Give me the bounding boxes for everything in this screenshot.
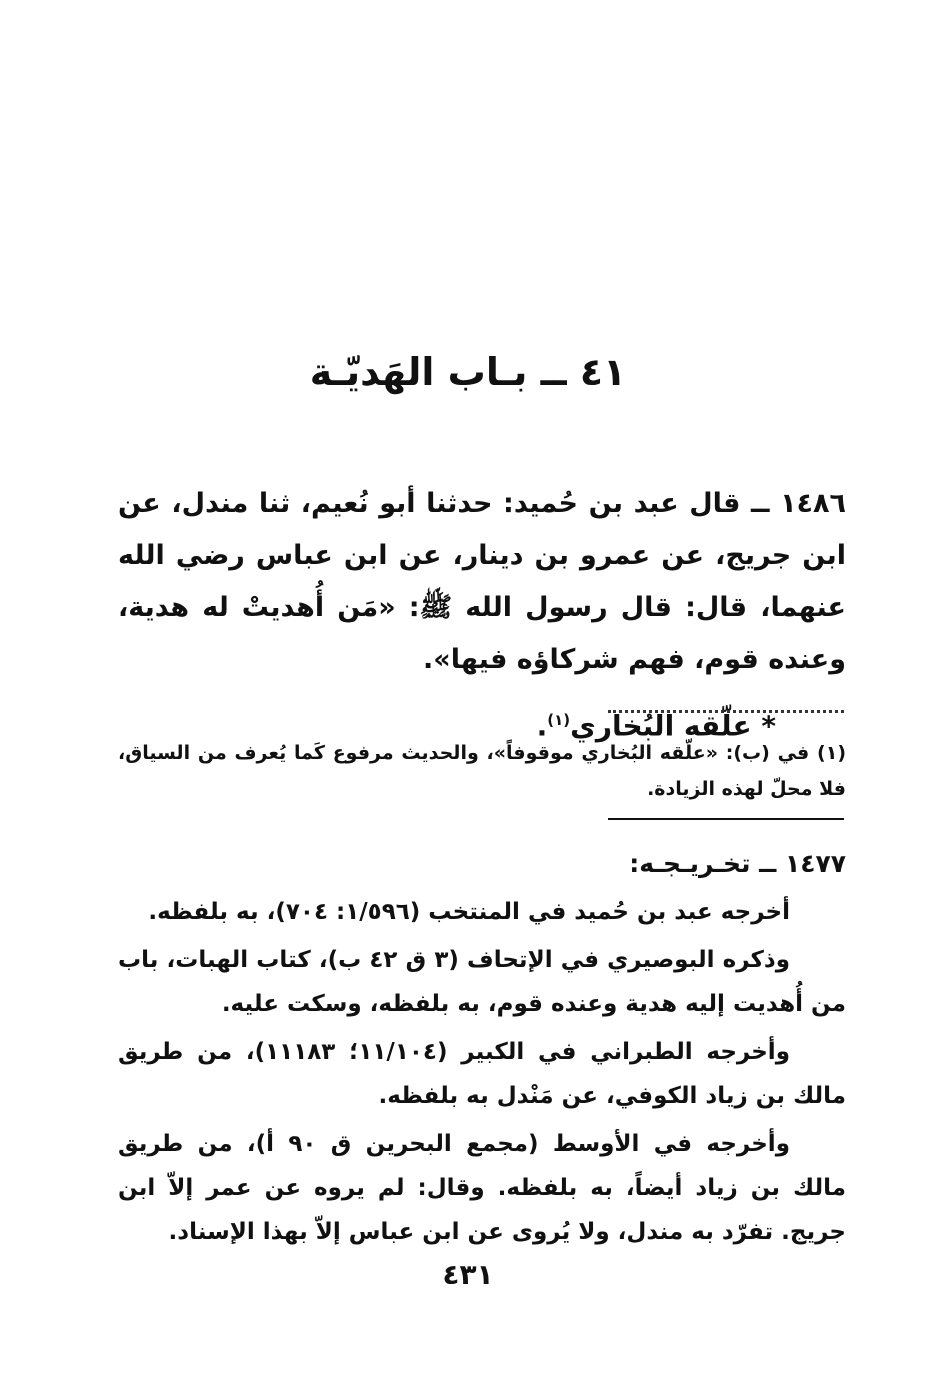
takhrij-paragraph: أخرجه عبد بن حُميد في المنتخب (١/٥٩٦: ٧٠٤)، به بلفظه. — [148, 899, 790, 925]
takhrij-block — [118, 842, 846, 1258]
section-rule — [608, 818, 844, 820]
footnote-ref: (١) — [547, 711, 571, 729]
footnote-separator — [608, 700, 844, 713]
footnote-block — [118, 735, 846, 807]
page-number: ٤٣١ — [442, 1258, 494, 1291]
verdict-end: . — [536, 709, 548, 743]
takhrij-paragraph: وأخرجه الطبراني في الكبير (١١/١٠٤؛ ١١١٨٣)، من طريق مالك بن زياد الكوفي، عن مَنْدل به بلفظه. — [118, 1039, 846, 1109]
footnote-text: (١) في (ب): «علّقه البُخاري موقوفاً»، والحديث مرفوع كَما يُعرف من السياق، فلا محلّ لهذه الزيادة. — [118, 742, 846, 800]
verdict-text: * علّقه البُخاري — [570, 709, 776, 743]
hadith-text: ١٤٨٦ ــ قال عبد بن حُميد: حدثنا أبو نُعيم، ثنا مندل، عن ابن جريج، عن عمرو بن دينار، عن ابن عباس رضي الله عنهما، قال: قال رسول الله ﷺ: «مَن أُهديتْ له هدية، وعنده قوم، فهم شركاؤه فيها». — [118, 488, 846, 675]
chapter-title: ٤١ ــ بـاب الهَديّـة — [309, 350, 627, 394]
takhrij-paragraph: وأخرجه في الأوسط (مجمع البحرين ق ٩٠ أ)، من طريق مالك بن زياد أيضاً، به بلفظه. وقال: لم يروه عن عمر إلاّ ابن جريج. تفرّد به مندل، ولا يُروى عن ابن عباس إلاّ بهذا الإسناد. — [118, 1131, 846, 1245]
takhrij-heading: ١٤٧٧ ــ تخـريـجـه: — [629, 849, 846, 878]
takhrij-paragraph: وذكره البوصيري في الإتحاف (٣ ق ٤٢ ب)، كتاب الهبات، باب من أُهديت إليه هدية وعنده قوم، به بلفظه، وسكت عليه. — [118, 947, 846, 1017]
